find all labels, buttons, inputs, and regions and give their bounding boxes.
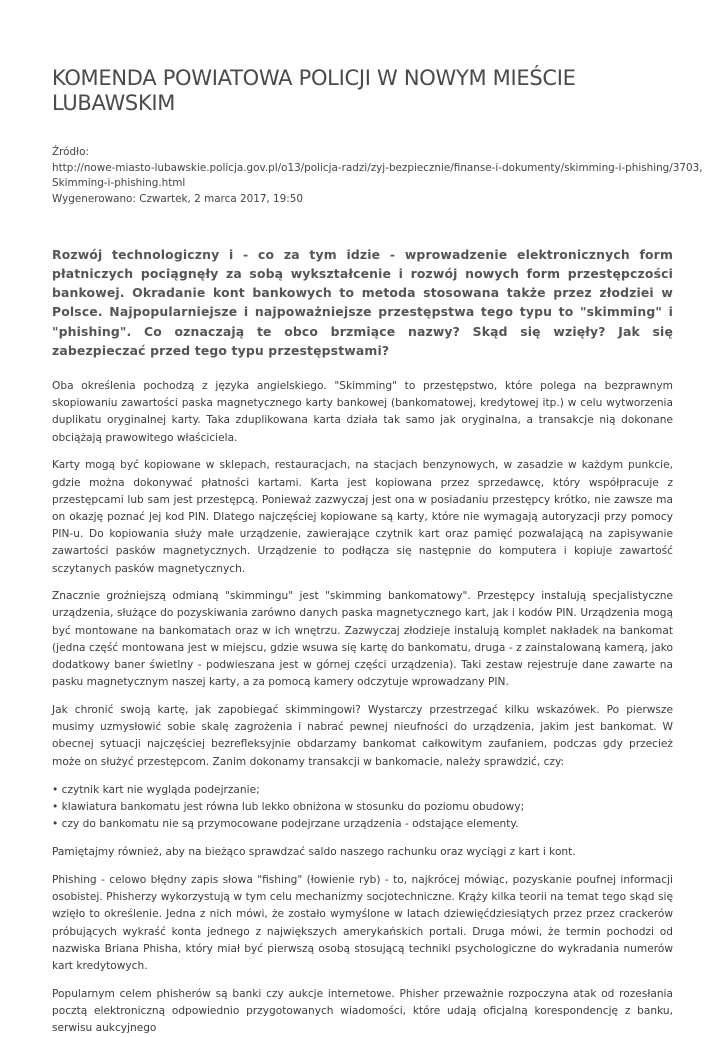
paragraph-1: Oba określenia pochodzą z języka angielskiego. "Skimming" to przestępstwo, które polega na bezprawnym skopiowaniu zawartości paska magnetycznego karty bankowej (bankomatowej, kredytowej itp.) w celu wytworzenia duplikatu oryginalnej karty. Taka zduplikowana karta działa tak samo jak oryginalna, a transakcje nią dokonane obciążają prawowitego właściciela. bbox=[52, 380, 673, 444]
paragraph-6: Phishing - celowo błędny zapis słowa "fishing" (łowienie ryb) - to, najkrócej mówiąc, pozyskanie poufnej informacji osobistej. Phisherzy wykorzystują w tym celu mechanizmy socjotechniczne. Krąży kilka teorii na temat tego skąd się wzięło to określenie. Jedna z nich mówi, że zostało wymyślone w latach dziewięćdziesiątych przez przez crackerów próbujących wykraść konta jednego z największych amerykańskich portali. Druga mówi, że termin pochodzi od nazwiska Briana Phisha, który miał być pierwszą osobą stosującą techniki psychologiczne do wykradania numerów kart kredytowych. bbox=[52, 873, 673, 972]
paragraph-3: Znacznie groźniejszą odmianą "skimmingu" jest "skimming bankomatowy". Przestępcy instalują specjalistyczne urządzenia, służące do pozyskiwania zarówno danych paska magnetycznego kart, jak i kodów PIN. Urządzenia mogą być montowane na bankomatach oraz w ich wnętrzu. Zazwyczaj złodzieje instalują komplet nakładek na bankomat (jedna część montowana jest w miejscu, gdzie wsuwa się kartę do bankomatu, druga - z zainstalowaną kamerą, jako dodatkowy baner świetlny - podwieszana jest w górnej części urządzenia). Taki zestaw rejestruje dane zawarte na pasku magnetycznym naszej karty, a za pomocą kamery odczytuje wprowadzany PIN. bbox=[52, 590, 673, 689]
list-item: • czytnik kart nie wygląda podejrzanie; bbox=[52, 783, 260, 796]
list-item: • klawiatura bankomatu jest równa lub lekko obniżona w stosunku do poziomu obudowy; bbox=[52, 801, 525, 814]
source-url-line-2[interactable]: Skimming-i-phishing.html bbox=[52, 177, 186, 190]
list-item: • czy do bankomatu nie są przymocowane podejrzane urządzenia - odstające elementy. bbox=[52, 818, 519, 831]
article-body bbox=[52, 378, 673, 1037]
source-url-line-1[interactable]: http://nowe-miasto-lubawskie.policja.gov.pl/o13/policja-radzi/zyj-bezpiecznie/finanse-i-dokumenty/skimming-i-phishing/3703, bbox=[52, 161, 703, 174]
paragraph-2: Karty mogą być kopiowane w sklepach, restauracjach, na stacjach benzynowych, w zasadzie w każdym punkcie, gdzie można dokonywać płatności kartami. Karta jest kopiowana przez sprzedawcę, który współpracuje z przestępcami lub sam jest przestępcą. Ponieważ zazwyczaj jest ona w posiadaniu przestępcy krótko, nie zawsze ma on okazję poznać jej kod PIN. Dlatego najczęściej kopiowane są karty, które nie wymagają autoryzacji przy pomocy PIN-u. Do kopiowania służy małe urządzenie, zawierające czytnik kart oraz pamięć pozwalającą na zapisywanie zawartości pasków magnetycznych. Urządzenie to podłącza się następnie do komputera i kopiuje zawartość sczytanych pasków magnetycznych. bbox=[52, 459, 673, 575]
source-label: Źródło: bbox=[52, 146, 89, 158]
paragraph-5: Pamiętajmy również, aby na bieżąco sprawdzać saldo naszego rachunku oraz wyciągi z kart i kont. bbox=[52, 846, 576, 859]
article-lead: Rozwój technologiczny i - co za tym idzie - wprowadzenie elektronicznych form płatniczych pociągnęły za sobą wykształcenie i rozwój nowych form przestępczości bankowej. Okradanie kont bankowych to metoda stosowana także przez złodziei w Polsce. Najpopularniejsze i najpoważniejsze przestępstwa tego typu to "skimming" i "phishing". Co oznaczają te obco brzmiące nazwy? Skąd się wzięły? Jak się zabezpieczać przed tego typu przestępstwami? bbox=[52, 246, 673, 358]
page-title: KOMENDA POWIATOWA POLICJI W NOWYM MIEŚCIE LUBAWSKIM bbox=[52, 66, 576, 115]
paragraph-4: Jak chronić swoją kartę, jak zapobiegać skimmingowi? Wystarczy przestrzegać kilku wskazówek. Po pierwsze musimy uzmysłowić sobie skalę zagrożenia i nabrać pewnej nieufności do urządzenia, jakim jest bankomat. W obecnej sytuacji najczęściej bezrefleksyjnie obdarzamy bankomat całkowitym zaufaniem, podczas gdy przecież może on służyć przestępcom. Zanim dokonamy transakcji w bankomacie, należy sprawdzić, czy: bbox=[52, 703, 673, 768]
checklist bbox=[52, 782, 673, 834]
paragraph-7: Popularnym celem phisherów są banki czy aukcje internetowe. Phisher przeważnie rozpoczyna atak od rozesłania pocztą elektroniczną odpowiednio przygotowanych wiadomości, które udają oficjalną korespondencję z banku, serwisu aukcyjnego bbox=[52, 987, 673, 1035]
source-meta bbox=[52, 145, 703, 208]
generated-date: Wygenerowano: Czwartek, 2 marca 2017, 19:50 bbox=[52, 193, 303, 206]
